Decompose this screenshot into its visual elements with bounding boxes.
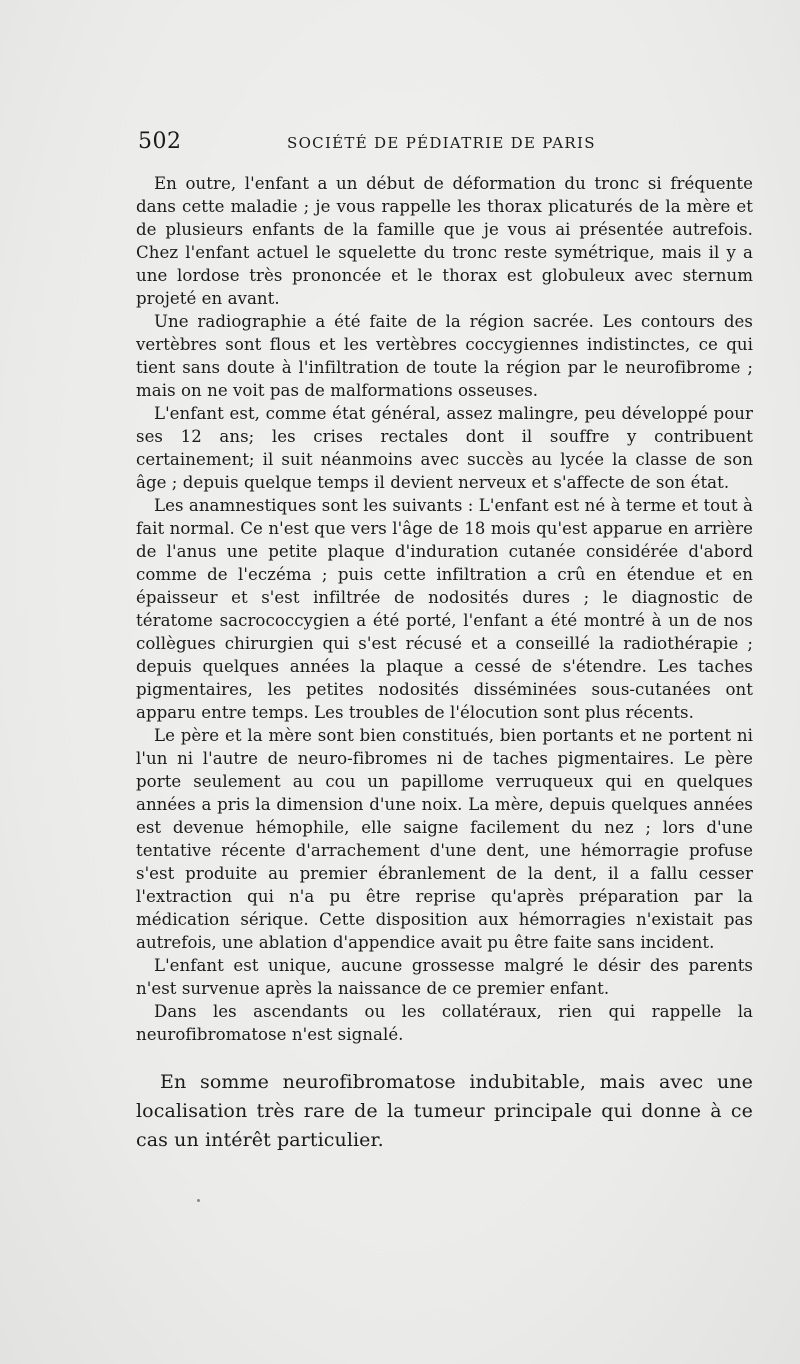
paragraph-trunk-deformation: En outre, l'enfant a un début de déformation du tronc si fréquente dans cette maladie ; je vous rappelle les thorax plicaturés de la mère et de plusieurs enfants de la famille que je vous ai présentée autrefois. Chez l'enfant actuel le squelette du tronc reste symétrique, mais il y a une lordose très prononcée et le thorax est globuleux avec sternum projeté en avant.: [136, 174, 753, 308]
body-text: [136, 172, 753, 1046]
paragraph-radiography: Une radiographie a été faite de la région sacrée. Les contours des vertèbres sont flous et les vertèbres coccygiennes indistinctes, ce qui tient sans doute à l'infiltration de toute la région par le neurofibrome ; mais on ne voit pas de malformations osseuses.: [136, 312, 753, 400]
page-header: [138, 128, 608, 160]
conclusion-paragraph: En somme neurofibromatose indubitable, mais avec une localisation très rare de la tumeur principale qui donne à ce cas un intérêt particulier.: [136, 1071, 753, 1151]
paragraph-ascendants: Dans les ascendants ou les collatéraux, rien qui rappelle la neurofibromatose n'est signalé.: [136, 1002, 753, 1044]
paper-speck: [197, 1199, 200, 1202]
paragraph-general-state: L'enfant est, comme état général, assez malingre, peu développé pour ses 12 ans; les crises rectales dont il souffre y contribuent certainement; il suit néanmoins avec succès au lycée la classe de son âge ; depuis quelque temps il devient nerveux et s'affecte de son état.: [136, 404, 753, 492]
paragraph-parents: Le père et la mère sont bien constitués, bien portants et ne portent ni l'un ni l'autre de neuro-fibromes ni de taches pigmentaires. Le père porte seulement au cou un papillome verruqueux qui en quelques années a pris la dimension d'une noix. La mère, depuis quelques années est devenue hémophile, elle saigne facilement du nez ; lors d'une tentative récente d'arrachement d'une dent, une hémorragie profuse s'est produite au premier ébranlement de la dent, il a fallu cesser l'extraction qui n'a pu être reprise qu'après préparation par la médication sérique. Cette disposition aux hémorragies n'existait pas autrefois, une ablation d'appendice avait pu être faite sans incident.: [136, 726, 753, 952]
running-head: SOCIÉTÉ DE PÉDIATRIE DE PARIS: [287, 134, 596, 152]
paragraph-anamnesis: Les anamnestiques sont les suivants : L'enfant est né à terme et tout à fait normal. Ce n'est que vers l'âge de 18 mois qu'est apparue en arrière de l'anus une petite plaque d'induration cutanée considérée d'abord comme de l'eczéma ; puis cette infiltration a crû en étendue et en épaisseur et s'est infiltrée de nodosités dures ; le diagnostic de tératome sacrococcygien a été porté, l'enfant a été montré à un de nos collègues chirurgien qui s'est récusé et a conseillé la radiothérapie ; depuis quelques années la plaque a cessé de s'étendre. Les taches pigmentaires, les petites nodosités disséminées sous-cutanées ont apparu entre temps. Les troubles de l'élocution sont plus récents.: [136, 496, 753, 722]
paragraph-only-child: L'enfant est unique, aucune grossesse malgré le désir des parents n'est survenue après la naissance de ce premier enfant.: [136, 956, 753, 998]
page-number: 502: [138, 129, 182, 154]
